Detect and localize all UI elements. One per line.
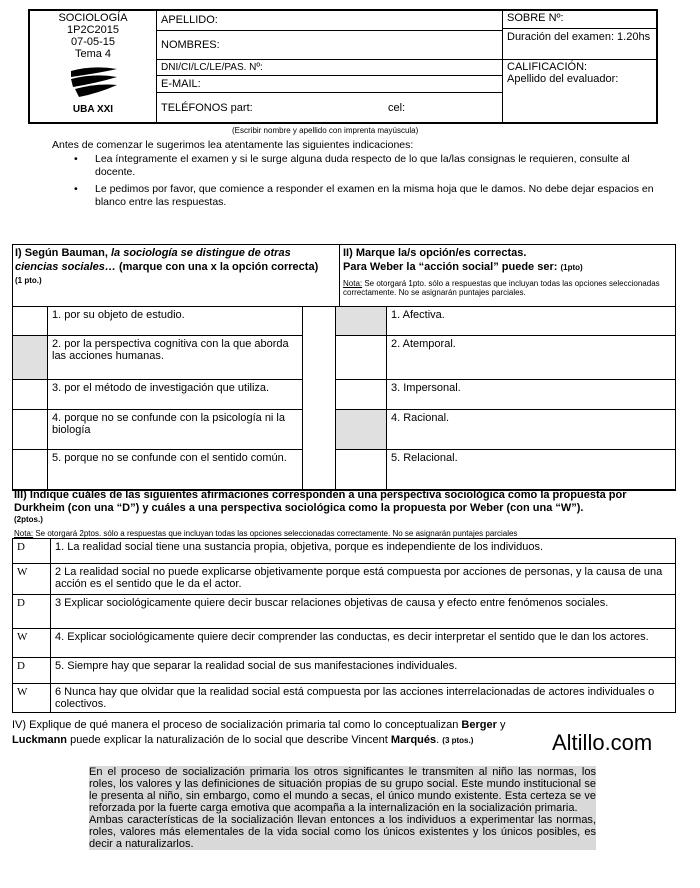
- uba-logo-icon: [63, 63, 123, 103]
- q2-title: II) Marque la/s opción/es correctas. Para Weber la “acción social” puede ser: (1pto) Nota: Se otorgará 1pto. sólo a respuestas que incluyan todas las opciones seleccionadas correctamente. No se asignarán puntajes parciales.: [343, 247, 660, 297]
- q3-title: III) Indique cuáles de las siguientes afirmaciones corresponden a una perspectiva sociológica como la propuesta por Durkheim (con una “D”) y cuáles a una perspectiva sociológica como la propuesta por Weber (con una “W”). (2ptos.): [14, 489, 627, 524]
- q1-checkbox-2[interactable]: [13, 336, 48, 380]
- q3-statement-3: 3 Explicar sociológicamente quiere decir buscar relaciones objetivas de causa y efecto entre fenómenos sociales.: [51, 595, 676, 629]
- answer-paragraph-1: En el proceso de socialización primaria los otros significantes le transmiten al niño las normas, los roles, los valores y las definiciones de situación propias de su grupo social. Este mundo institucional se le presenta al niño, sin embargo, como el mundo a secas, el único mundo existente. Esta certeza se ve reforzada por la fuerte carga emotiva que acompaña a la internalización en la socialización primaria.: [89, 766, 596, 814]
- answer-paragraph-2: Ambas características de la socialización llevan entonces a los individuos a experimentar las normas, roles, valores más elementales de la vida social como los únicos existentes y los únicos posibles, es decir a naturalizarlos.: [89, 814, 596, 850]
- instructions: [52, 139, 662, 209]
- q4-prompt: IV) Explique de qué manera el proceso de socialización primaria tal como lo conceptualizan Berger y Luckmann puede explicar la naturalización de lo social que describe Vincent Marqués. (3 ptos.): [12, 719, 506, 746]
- q3-answer-3[interactable]: D: [13, 595, 51, 629]
- write-note: (Escribir nombre y apellido con imprenta mayúscula): [232, 126, 419, 135]
- q3-note: Nota: Se otorgará 2ptos. sólo a respuestas que incluyan todas las opciones seleccionadas correctamente. No se asignarán puntajes parciales: [14, 529, 518, 538]
- altillo-watermark: Altillo.com: [552, 730, 653, 755]
- q3-statement-1: 1. La realidad social tiene una sustancia propia, objetiva, porque es independiente de los individuos.: [51, 539, 676, 564]
- student-fields: [156, 11, 503, 122]
- exam-header: [28, 9, 658, 124]
- course-info: [30, 11, 157, 122]
- q4-answer: [89, 766, 596, 850]
- q1-option-2: 2. por la perspectiva cognitiva con la que aborda las acciones humanas.: [48, 336, 303, 380]
- q2-option-4: 4. Racional.: [387, 410, 676, 450]
- q2-option-3: 3. Impersonal.: [387, 380, 676, 410]
- q3-answer-5[interactable]: D: [13, 658, 51, 684]
- q2-checkbox-2[interactable]: [336, 336, 387, 380]
- q2-checkbox-1[interactable]: [336, 307, 387, 336]
- q1-checkbox-4[interactable]: [13, 410, 48, 450]
- evaluador-label: Apellido del evaluador:: [507, 73, 619, 85]
- exam-code: 1P2C2015: [67, 24, 119, 36]
- q2-option-1: 1. Afectiva.: [387, 307, 676, 336]
- exam-theme: Tema 4: [74, 48, 112, 60]
- instruction-text: Le pedimos por favor, que comience a responder el examen en la misma hoja que le damos. No debe dejar espacios en blanco entre las respuestas.: [95, 183, 654, 208]
- telefonos-field[interactable]: [156, 93, 502, 122]
- nombres-field[interactable]: NOMBRES:: [156, 31, 502, 60]
- calificacion-label: CALIFICACIÓN:: [507, 61, 588, 73]
- q3-answer-1[interactable]: D: [13, 539, 51, 564]
- logo-text: UBA XXI: [72, 104, 114, 115]
- sobre-field[interactable]: SOBRE Nº:: [502, 11, 656, 29]
- q2-checkbox-4[interactable]: [336, 410, 387, 450]
- subject: SOCIOLOGÍA: [58, 12, 128, 24]
- q1-checkbox-1[interactable]: [13, 307, 48, 336]
- exam-admin-fields: [502, 11, 656, 122]
- q3-answer-4[interactable]: W: [13, 629, 51, 658]
- q1-option-1: 1. por su objeto de estudio.: [48, 307, 303, 336]
- q3-statement-4: 4. Explicar sociológicamente quiere decir comprender las conductas, es decir interpretar el sentido que le dan los actores.: [51, 629, 676, 658]
- instruction-text: Lea íntegramente el examen y si le surge alguna duda respecto de lo que la/las consignas le requieren, consulte al docente.: [95, 153, 630, 178]
- apellido-field[interactable]: APELLIDO:: [156, 11, 502, 31]
- instructions-intro: Antes de comenzar le sugerimos lea atentamente las siguientes indicaciones:: [52, 139, 414, 151]
- calificacion-field[interactable]: [502, 60, 656, 122]
- instruction-item: • Le pedimos por favor, que comience a responder el examen en la misma hoja que le damos. No debe dejar espacios en blanco entre las respuestas.: [74, 183, 654, 208]
- q1-checkbox-5[interactable]: [13, 450, 48, 491]
- q1-option-3: 3. por el método de investigación que utiliza.: [48, 380, 303, 410]
- questions-1-2: [12, 244, 676, 490]
- duracion-text: Duración del examen: 1.20hs: [502, 29, 656, 60]
- q2-option-2: 2. Atemporal.: [387, 336, 676, 380]
- q1-checkbox-3[interactable]: [13, 380, 48, 410]
- q1-title: I) Según Bauman, la sociología se distingue de otras ciencias sociales… (marque con una x la opción correcta) (1 pto.): [15, 247, 319, 285]
- q1-option-4: 4. porque no se confunde con la psicología ni la biología: [48, 410, 303, 450]
- q3-table: [12, 538, 676, 713]
- q3-statement-5: 5. Siempre hay que separar la realidad social de sus manifestaciones individuales.: [51, 658, 676, 684]
- telefonos-label: TELÉFONOS part:: [161, 102, 253, 114]
- q3-statement-2: 2 La realidad social no puede explicarse objetivamente porque está compuesta por acciones de personas, y la causa de una acción es el sentido que le da el actor.: [51, 564, 676, 595]
- options-table: [12, 306, 676, 491]
- instruction-item: • Lea íntegramente el examen y si le surge alguna duda respecto de lo que la/las consignas le requieren, consulte al docente.: [74, 153, 630, 178]
- email-field[interactable]: E-MAIL:: [156, 76, 502, 93]
- q2-checkbox-5[interactable]: [336, 450, 387, 491]
- exam-date: 07-05-15: [70, 36, 116, 48]
- cel-label: cel:: [388, 102, 406, 114]
- q2-option-5: 5. Relacional.: [387, 450, 676, 491]
- q3-answer-6[interactable]: W: [13, 684, 51, 713]
- q1-option-5: 5. porque no se confunde con el sentido común.: [48, 450, 303, 491]
- q2-checkbox-3[interactable]: [336, 380, 387, 410]
- dni-field[interactable]: DNI/CI/LC/LE/PAS. Nº:: [156, 60, 502, 76]
- q3-statement-6: 6 Nunca hay que olvidar que la realidad social está compuesta por las acciones interrelacionadas de actores individuales o colectivos.: [51, 684, 676, 713]
- q3-answer-2[interactable]: W: [13, 564, 51, 595]
